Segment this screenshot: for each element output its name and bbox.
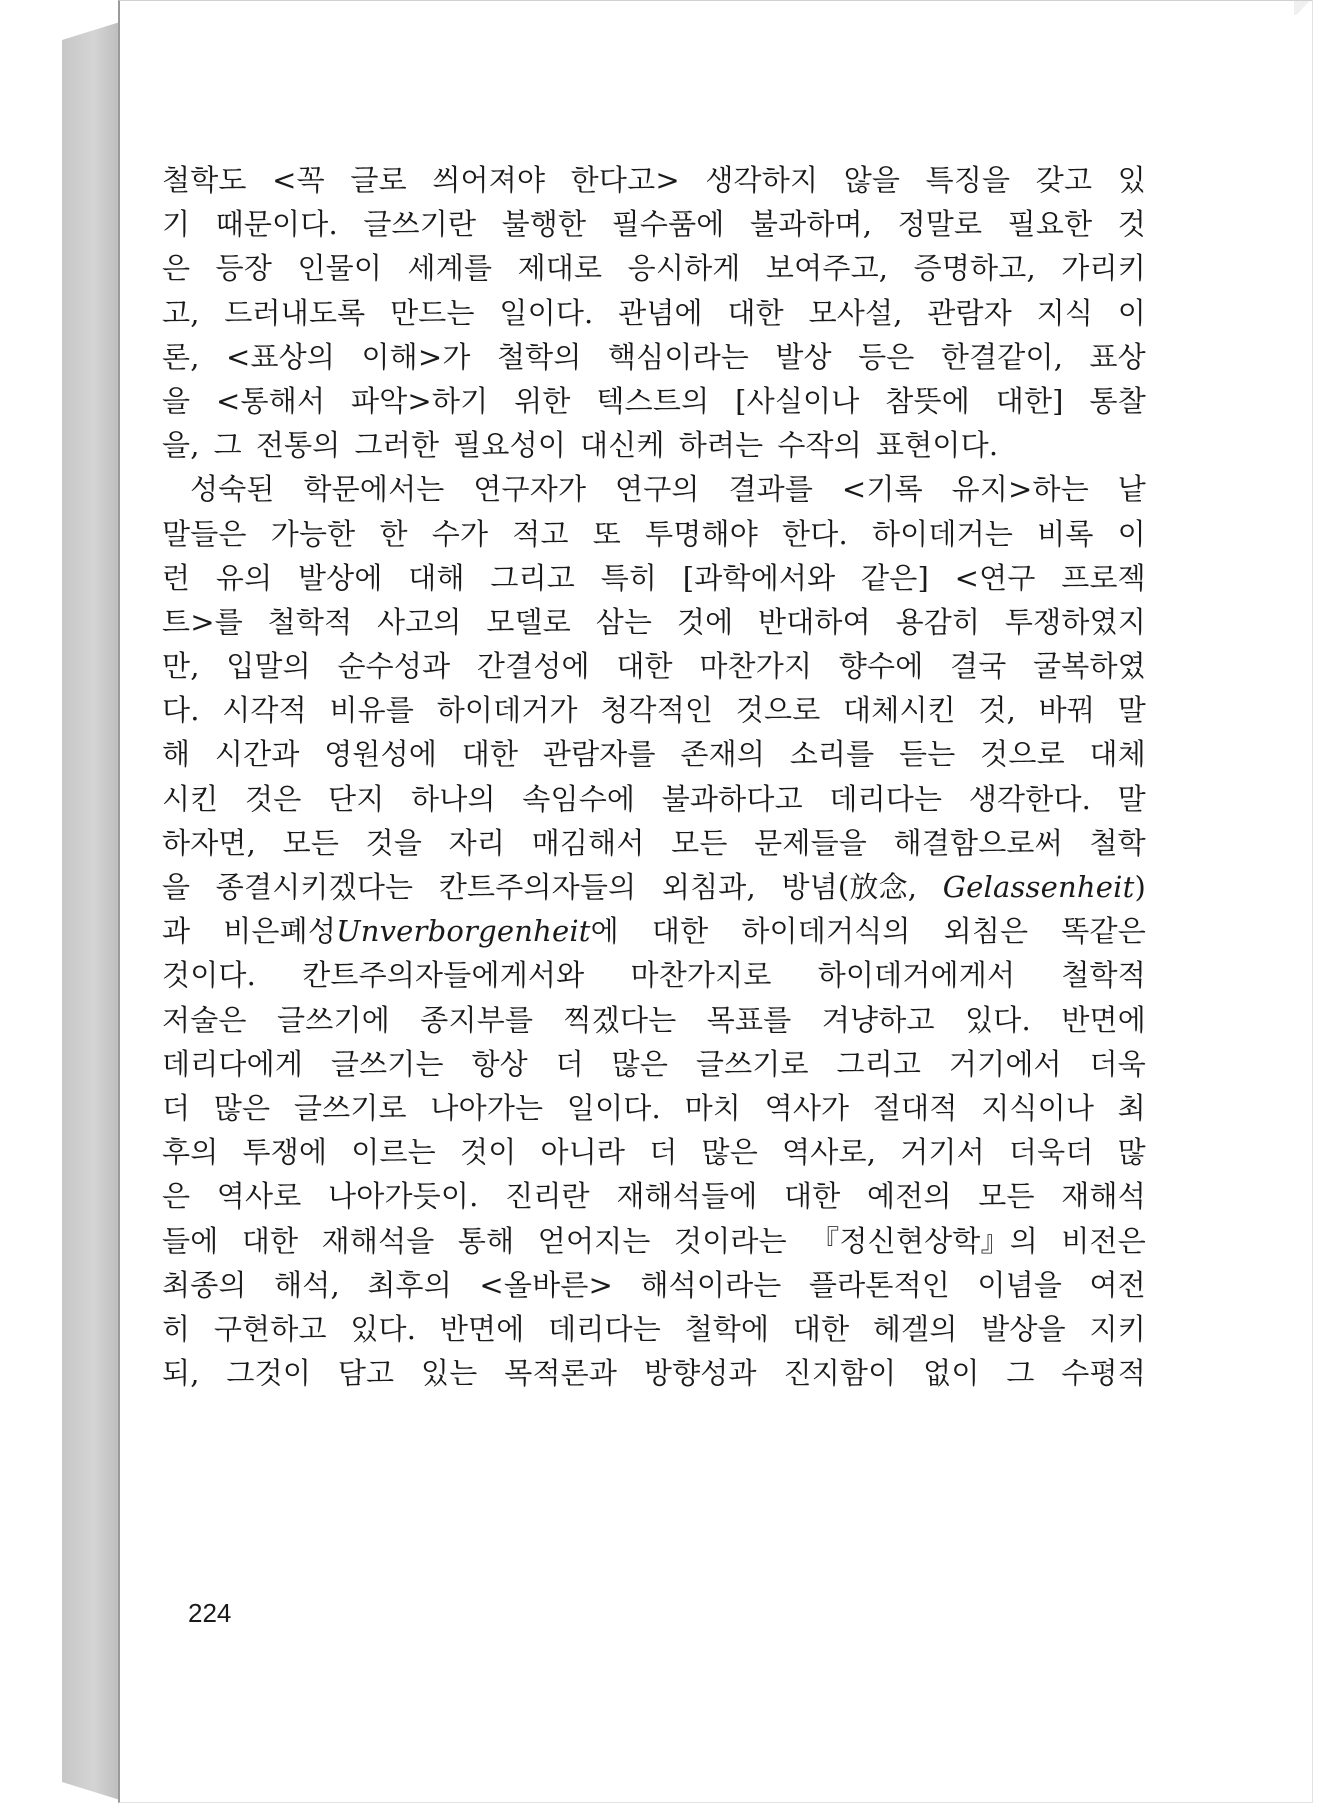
text-word: 방향성과 bbox=[643, 1356, 757, 1391]
text-word: 더욱 bbox=[1089, 1046, 1146, 1081]
text-word: 그리고 bbox=[490, 560, 576, 595]
text-line bbox=[162, 821, 1146, 865]
text-word: 그리고 bbox=[836, 1046, 922, 1081]
text-line bbox=[162, 865, 1146, 909]
text-word: 종지부를 bbox=[420, 1002, 534, 1037]
text-word: 더욱더 bbox=[1008, 1135, 1094, 1170]
text-word: 대체시킨 bbox=[843, 693, 956, 728]
text-word: 많은 bbox=[611, 1046, 669, 1081]
text-word: 하자면, bbox=[162, 825, 257, 860]
text-word: 인물이 bbox=[297, 251, 383, 286]
body-text bbox=[162, 158, 1146, 1395]
text-word: 간결성에 bbox=[476, 649, 590, 684]
text-word: 같은] bbox=[861, 560, 929, 595]
text-word: 헤겔의 bbox=[872, 1311, 958, 1346]
text-word: 있는 bbox=[421, 1356, 478, 1391]
text-word: 사고의 bbox=[377, 604, 462, 639]
text-word: 글로 bbox=[350, 163, 407, 197]
text-word: 방념(放念, bbox=[781, 870, 918, 904]
text-word: 한 bbox=[379, 516, 408, 551]
text-word: 통찰 bbox=[1089, 383, 1146, 418]
text-word: 대체 bbox=[1089, 737, 1146, 772]
text-word: 생각한다. bbox=[968, 781, 1092, 816]
text-word: 데리다는 bbox=[548, 1311, 661, 1346]
text-word: 연구자가 bbox=[473, 472, 587, 507]
text-word: 입말의 bbox=[226, 649, 311, 684]
text-word: 종결시키겠다는 bbox=[215, 870, 414, 904]
text-word: 씌어져야 bbox=[432, 163, 546, 197]
text-word: 철학적 bbox=[1061, 958, 1146, 993]
text-word: [과학에서와 bbox=[682, 560, 836, 595]
text-word: 보여주고, bbox=[765, 251, 889, 286]
text-word: 더 bbox=[162, 1090, 191, 1125]
text-word: 반대하여 bbox=[758, 604, 871, 639]
text-word: 적고 bbox=[512, 516, 569, 551]
text-word: 후의 bbox=[162, 1135, 219, 1170]
text-line bbox=[162, 953, 1146, 997]
text-word: 모든 bbox=[671, 825, 728, 860]
text-word: <꼭 bbox=[272, 163, 325, 197]
text-word: 이념을 bbox=[977, 1267, 1063, 1302]
text-word: 반면에 bbox=[1061, 1002, 1146, 1037]
text-word: 투쟁에 bbox=[242, 1135, 328, 1170]
text-word: 연구의 bbox=[614, 472, 700, 507]
text-word: 것은 bbox=[245, 781, 302, 816]
text-word: 하나의 bbox=[411, 781, 496, 816]
text-word: 텍스트의 bbox=[596, 383, 710, 418]
text-word: 일이다. bbox=[566, 1090, 661, 1125]
text-word: 매김해서 bbox=[531, 825, 645, 860]
text-word: 비은폐성Unverborgenheit에 bbox=[223, 914, 619, 949]
text-word: <연구 bbox=[954, 560, 1036, 595]
text-word: 을, bbox=[162, 428, 200, 463]
text-word: 불과하다고 bbox=[661, 781, 803, 816]
text-word: 필수품에 bbox=[611, 207, 725, 242]
text-line bbox=[162, 423, 1146, 467]
text-word: 비전은 bbox=[1061, 1223, 1146, 1258]
text-word: 이 bbox=[1117, 516, 1146, 551]
italic-term: Unverborgenheit bbox=[336, 914, 591, 949]
text-word: 재해석 bbox=[1061, 1179, 1146, 1214]
text-word: 하이데거에게서 bbox=[817, 958, 1016, 993]
text-word: 바꿔 bbox=[1038, 693, 1096, 728]
text-word: 절대적 bbox=[872, 1090, 958, 1125]
text-word: 시킨 bbox=[162, 781, 219, 816]
text-word: 그 bbox=[1006, 1356, 1035, 1391]
text-word: 프로젝 bbox=[1061, 560, 1146, 595]
text-word: 삼는 bbox=[595, 604, 653, 639]
text-word: 대한 bbox=[784, 1179, 841, 1214]
text-word: 한결같이, bbox=[940, 339, 1064, 374]
text-line bbox=[162, 1263, 1146, 1307]
text-word: 해석, bbox=[274, 1267, 340, 1302]
text-word: 참뜻에 bbox=[885, 383, 970, 418]
text-word: 예전의 bbox=[867, 1179, 952, 1214]
text-line bbox=[162, 777, 1146, 821]
text-word: 나아가는 bbox=[430, 1090, 544, 1125]
text-word: 을 bbox=[162, 383, 191, 418]
text-word: 철학 bbox=[1089, 825, 1146, 860]
text-word: 외침과, bbox=[661, 870, 756, 904]
text-word: 글쓰기에 bbox=[277, 1002, 390, 1037]
text-word: 단지 bbox=[328, 781, 385, 816]
text-word: 것이다. bbox=[162, 958, 257, 993]
text-word: 대한] bbox=[995, 383, 1064, 418]
text-word: 발상을 bbox=[981, 1311, 1066, 1346]
text-word: 비유를 bbox=[329, 693, 415, 728]
text-word: 순수성과 bbox=[337, 649, 451, 684]
text-word: 최후의 bbox=[367, 1267, 452, 1302]
text-word: 듣는 bbox=[899, 737, 956, 772]
text-line bbox=[162, 467, 1146, 511]
text-word: 성숙된 bbox=[190, 472, 275, 507]
text-word: 관람자 bbox=[927, 295, 1012, 330]
text-word: 데리다에게 bbox=[162, 1046, 304, 1081]
text-word: 유지>하는 bbox=[951, 472, 1089, 507]
text-word: 겨냥하고 bbox=[821, 1002, 935, 1037]
text-word: 것에 bbox=[676, 604, 734, 639]
text-word: 외침은 bbox=[943, 914, 1029, 949]
text-line bbox=[162, 1130, 1146, 1174]
text-word: 지식이나 bbox=[981, 1090, 1095, 1125]
text-word: 대한 bbox=[651, 914, 709, 949]
text-word: 마치 bbox=[684, 1090, 741, 1125]
text-word: 필요성이 bbox=[453, 428, 567, 463]
text-word: 거기에서 bbox=[948, 1046, 1062, 1081]
text-word: 낱 bbox=[1117, 472, 1146, 507]
text-word: 것이라는 bbox=[673, 1223, 787, 1258]
text-word: 갖고 bbox=[1035, 163, 1093, 197]
text-word: 은 bbox=[162, 1179, 191, 1214]
text-word: 목표를 bbox=[706, 1002, 792, 1037]
text-word: 을 bbox=[162, 870, 191, 904]
text-word: 글쓰기는 bbox=[330, 1046, 444, 1081]
text-word: 진리란 bbox=[505, 1179, 590, 1214]
text-word: 더 bbox=[555, 1046, 584, 1081]
text-word: 또 bbox=[592, 516, 622, 551]
text-word: 이해>가 bbox=[361, 339, 471, 374]
text-word: 결국 bbox=[950, 649, 1007, 684]
text-word: 결과를 bbox=[728, 472, 814, 507]
text-word: 이 bbox=[1117, 295, 1146, 330]
text-word: 가능한 bbox=[270, 516, 356, 551]
text-word: 향수에 bbox=[838, 649, 924, 684]
text-word: 데리다는 bbox=[829, 781, 943, 816]
text-word: <통해서 bbox=[216, 383, 326, 418]
text-word: 글쓰기란 bbox=[363, 207, 477, 242]
text-word: 영원성에 bbox=[324, 737, 438, 772]
text-line bbox=[162, 600, 1146, 644]
text-word: 일이다. bbox=[499, 295, 594, 330]
text-word: 과 bbox=[162, 914, 191, 949]
text-line bbox=[162, 158, 1146, 202]
text-word: 똑같은 bbox=[1061, 914, 1146, 949]
text-word: 자리 bbox=[448, 825, 506, 860]
text-word: 필요한 bbox=[1007, 207, 1093, 242]
text-word: 대한 bbox=[241, 1223, 299, 1258]
text-word: 소리를 bbox=[789, 737, 875, 772]
text-word: 글쓰기로 bbox=[293, 1090, 407, 1125]
text-word: 발상 bbox=[775, 339, 832, 374]
text-word: 말 bbox=[1117, 693, 1146, 728]
text-word: 굴복하였 bbox=[1033, 649, 1146, 684]
text-word: 들에 bbox=[162, 1223, 219, 1258]
text-word: 제대로 bbox=[517, 251, 603, 286]
text-word: 마찬가지로 bbox=[630, 958, 772, 993]
text-line bbox=[162, 335, 1146, 379]
text-word: 그러한 bbox=[354, 428, 440, 463]
text-word: 것으로 bbox=[735, 693, 821, 728]
text-line bbox=[162, 644, 1146, 688]
text-word: 해석이라는 bbox=[640, 1267, 782, 1302]
text-word: 더 bbox=[649, 1135, 678, 1170]
text-word: 철학도 bbox=[162, 163, 247, 197]
text-word: 청각적인 bbox=[600, 693, 714, 728]
text-word: 특히 bbox=[600, 560, 658, 595]
text-word: 수작의 bbox=[777, 428, 862, 463]
text-line bbox=[162, 246, 1146, 290]
text-word: 투명해야 bbox=[645, 516, 758, 551]
text-word: 수가 bbox=[431, 516, 489, 551]
text-word: 생각하지 bbox=[705, 163, 819, 197]
text-word: 파악>하기 bbox=[351, 383, 489, 418]
text-word: 해 bbox=[162, 737, 191, 772]
text-word: 대한 bbox=[461, 737, 519, 772]
text-word: 구현하고 bbox=[213, 1311, 327, 1346]
text-word: 모사설, bbox=[808, 295, 903, 330]
text-word: 은 bbox=[162, 251, 191, 286]
text-line bbox=[162, 1042, 1146, 1086]
text-word: 많은 bbox=[213, 1090, 271, 1125]
text-word: 얻어지는 bbox=[537, 1223, 651, 1258]
page-corner bbox=[1294, 1, 1312, 15]
text-word: 마찬가지 bbox=[699, 649, 813, 684]
text-word: 하려는 bbox=[678, 428, 764, 463]
text-word: 존재의 bbox=[680, 737, 766, 772]
text-word: 대한 bbox=[792, 1311, 850, 1346]
text-word: 위한 bbox=[514, 383, 571, 418]
text-word: 표상 bbox=[1089, 339, 1146, 374]
text-line bbox=[162, 1351, 1146, 1395]
text-word: 고, bbox=[162, 295, 200, 330]
text-line bbox=[162, 512, 1146, 556]
text-word: 세계를 bbox=[407, 251, 493, 286]
text-word: 등장 bbox=[215, 251, 273, 286]
text-word: <올바른> bbox=[479, 1267, 614, 1302]
text-word: 시각적 bbox=[222, 693, 307, 728]
text-word: 지식 bbox=[1036, 295, 1094, 330]
text-word: 되, bbox=[162, 1356, 200, 1391]
text-word: 용감히 bbox=[895, 604, 981, 639]
text-word: 다. bbox=[162, 693, 200, 728]
text-word: 수평적 bbox=[1061, 1356, 1146, 1391]
text-word: 하이데거는 bbox=[871, 516, 1014, 551]
text-word: 학문에서는 bbox=[303, 472, 445, 507]
text-word: 불과하며, bbox=[749, 207, 873, 242]
text-word: 나아가듯이. bbox=[328, 1179, 479, 1214]
text-line bbox=[162, 1219, 1146, 1263]
text-word: 재해석을 bbox=[321, 1223, 435, 1258]
text-word: 말 bbox=[1117, 781, 1146, 816]
text-word: 비록 bbox=[1037, 516, 1094, 551]
text-word: 불행한 bbox=[501, 207, 587, 242]
text-word: 모델로 bbox=[486, 604, 572, 639]
text-word: 것을 bbox=[365, 825, 423, 860]
text-line bbox=[162, 202, 1146, 246]
text-word: 그것이 bbox=[226, 1356, 312, 1391]
text-word: 한다. bbox=[782, 516, 848, 551]
text-word: 목적론과 bbox=[504, 1356, 618, 1391]
text-word: 것이 bbox=[459, 1135, 517, 1170]
text-word: 많은 bbox=[701, 1135, 758, 1170]
text-word: 담고 bbox=[337, 1356, 395, 1391]
text-word: 최종의 bbox=[162, 1267, 247, 1302]
text-word: <표상의 bbox=[225, 339, 336, 374]
text-word: 것 bbox=[1117, 207, 1146, 242]
text-word: 있 bbox=[1117, 163, 1146, 197]
text-word: 모든 bbox=[282, 825, 340, 860]
text-word: 글쓰기로 bbox=[695, 1046, 809, 1081]
text-word: 지키 bbox=[1089, 1311, 1146, 1346]
text-word: 찍겠다는 bbox=[563, 1002, 677, 1037]
text-word: 드러내도록 bbox=[224, 295, 366, 330]
text-word: 핵심이라는 bbox=[607, 339, 749, 374]
book-side-edge bbox=[62, 22, 120, 1800]
text-word: 재해석들에 bbox=[616, 1179, 758, 1214]
text-word: 철학적 bbox=[267, 604, 353, 639]
text-line bbox=[162, 998, 1146, 1042]
text-word: Gelassenheit) bbox=[942, 870, 1146, 904]
text-word: 대한 bbox=[616, 649, 673, 684]
text-word: 관람자를 bbox=[542, 737, 656, 772]
text-word: 론, bbox=[162, 339, 200, 374]
text-word: 기 bbox=[162, 207, 191, 242]
text-word: 런 bbox=[162, 560, 191, 595]
text-word: 등은 bbox=[858, 339, 915, 374]
text-word: 있다. bbox=[965, 1002, 1031, 1037]
text-word: 특징을 bbox=[925, 163, 1011, 197]
text-word: 역사로 bbox=[216, 1179, 302, 1214]
text-line bbox=[162, 1086, 1146, 1130]
text-word: 칸트주의자들의 bbox=[438, 870, 637, 904]
text-line bbox=[162, 909, 1146, 953]
text-word: 한다고> bbox=[570, 163, 680, 197]
text-word: 것으로 bbox=[980, 737, 1065, 772]
text-word: 그 bbox=[213, 428, 242, 463]
text-word: 철학의 bbox=[496, 339, 582, 374]
text-word: 여전 bbox=[1089, 1267, 1146, 1302]
text-line bbox=[162, 688, 1146, 732]
text-word: 플라톤적인 bbox=[808, 1267, 950, 1302]
text-word: 히 bbox=[162, 1311, 191, 1346]
text-word: 이르는 bbox=[351, 1135, 436, 1170]
text-word: <기록 bbox=[841, 472, 923, 507]
text-word: 하이데거가 bbox=[436, 693, 578, 728]
text-word: 최 bbox=[1117, 1090, 1146, 1125]
text-word: 표현이다. bbox=[876, 428, 999, 463]
text-word: 만드는 bbox=[390, 295, 475, 330]
text-word: 않을 bbox=[843, 163, 901, 197]
text-word: 해결함으로써 bbox=[893, 825, 1063, 860]
text-word: 정말로 bbox=[897, 207, 983, 242]
text-word: 문제들을 bbox=[754, 825, 867, 860]
italic-term: Gelassenheit bbox=[942, 870, 1135, 904]
text-word: 것, bbox=[978, 693, 1017, 728]
text-word: 없이 bbox=[923, 1356, 980, 1391]
text-word: 반면에 bbox=[439, 1311, 525, 1346]
text-word: 관념에 bbox=[618, 295, 703, 330]
text-word: 유의 bbox=[215, 560, 273, 595]
page-number: 224 bbox=[188, 1598, 232, 1628]
text-line bbox=[162, 732, 1146, 776]
text-word: 칸트주의자들에게서와 bbox=[302, 958, 585, 993]
text-line bbox=[162, 1307, 1146, 1351]
text-word: 발상에 bbox=[297, 560, 383, 595]
text-word: 거기서 bbox=[900, 1135, 985, 1170]
text-line bbox=[162, 291, 1146, 335]
text-word: 많 bbox=[1117, 1135, 1146, 1170]
text-line bbox=[162, 1174, 1146, 1218]
text-word: 응시하게 bbox=[627, 251, 741, 286]
text-word: 항상 bbox=[471, 1046, 528, 1081]
text-word: 투쟁하였지 bbox=[1004, 604, 1146, 639]
text-word: 만, bbox=[162, 649, 200, 684]
text-word: 때문이다. bbox=[215, 207, 338, 242]
text-word: 대해 bbox=[408, 560, 465, 595]
text-word: 아니라 bbox=[540, 1135, 626, 1170]
text-word: 대신케 bbox=[580, 428, 665, 463]
text-word: 말들은 bbox=[162, 516, 247, 551]
text-word: 대한 bbox=[727, 295, 784, 330]
text-word: 역사로, bbox=[782, 1135, 877, 1170]
text-word: [사실이나 bbox=[735, 383, 860, 418]
text-word: 가리키 bbox=[1061, 251, 1146, 286]
text-word: 『정신현상학』의 bbox=[810, 1223, 1038, 1258]
text-word: 트>를 bbox=[162, 604, 243, 639]
text-word: 모든 bbox=[978, 1179, 1035, 1214]
text-word: 시간과 bbox=[214, 737, 300, 772]
text-line bbox=[162, 556, 1146, 600]
text-word: 증명하고, bbox=[913, 251, 1036, 286]
text-word: 진지함이 bbox=[783, 1356, 897, 1391]
text-word: 통해 bbox=[457, 1223, 515, 1258]
text-word: 속임수에 bbox=[522, 781, 636, 816]
text-word: 하이데거식의 bbox=[741, 914, 911, 949]
text-word: 역사가 bbox=[764, 1090, 850, 1125]
text-word: 철학에 bbox=[684, 1311, 770, 1346]
text-word: 전통의 bbox=[255, 428, 341, 463]
text-line bbox=[162, 379, 1146, 423]
text-word: 저술은 bbox=[162, 1002, 247, 1037]
text-word: 있다. bbox=[350, 1311, 417, 1346]
